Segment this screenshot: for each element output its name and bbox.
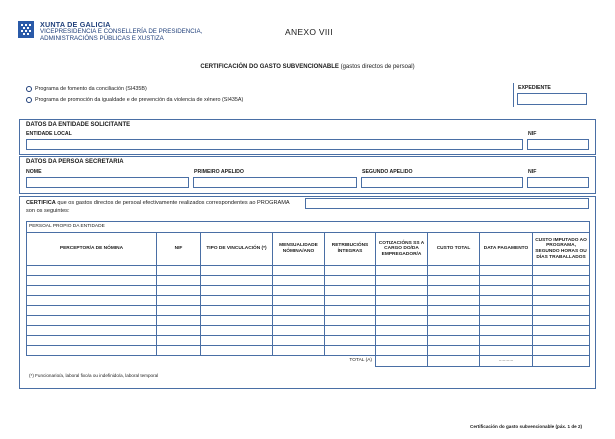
secretary-name-field[interactable]	[26, 177, 189, 188]
cell-custo-imputado[interactable]	[533, 336, 590, 346]
cell-perceptor[interactable]	[27, 296, 157, 306]
table-row	[27, 346, 590, 356]
document-title	[0, 64, 615, 70]
header-custo-imputado: CUSTO IMPUTADO AO PROGRAMA, SEGUNDO HORAS OU DÍAS TRABALLADOS	[533, 233, 590, 266]
entity-section-title: DATOS DA ENTIDADE SOLICITANTE	[26, 122, 131, 128]
table-row	[27, 326, 590, 336]
secretary-second-surname-label: SEGUNDO APELIDO	[362, 169, 413, 175]
cell-perceptor[interactable]	[27, 316, 157, 326]
cell-custo-total[interactable]	[428, 346, 480, 356]
certify-bold: CERTIFICA	[26, 200, 56, 206]
total-label: TOTAL (A)	[27, 356, 376, 367]
certify-text	[26, 200, 290, 206]
cell-custo-total[interactable]	[428, 296, 480, 306]
table-row	[27, 286, 590, 296]
header-perceptor: PERCEPTOR/A DE NÓMINA	[27, 233, 157, 266]
cell-nif[interactable]	[157, 286, 201, 296]
secretary-nif-field[interactable]	[527, 177, 589, 188]
total-cell[interactable]	[428, 356, 480, 367]
cell-cotizacions[interactable]	[376, 316, 428, 326]
cell-mensualidade[interactable]	[273, 276, 325, 286]
cell-custo-imputado[interactable]	[533, 296, 590, 306]
table-section-label: PERSOAL PROPIO DA ENTIDADE	[27, 222, 590, 233]
certify-text-1: que os gastos directos de persoal efectivamente realizados correspondentes ao PROGRAMA	[55, 200, 290, 206]
entity-nif-label: NIF	[528, 131, 537, 137]
table-header-row	[27, 233, 590, 266]
cell-tipo-vinculacion[interactable]	[201, 346, 273, 356]
secretary-nif-label: NIF	[528, 169, 537, 175]
cell-custo-total[interactable]	[428, 326, 480, 336]
cell-tipo-vinculacion[interactable]	[201, 286, 273, 296]
cell-cotizacions[interactable]	[376, 336, 428, 346]
table-section-row	[27, 222, 590, 233]
cell-data-pagamento[interactable]	[480, 286, 533, 296]
logo-title: XUNTA DE GALICIA	[40, 20, 111, 29]
cell-cotizacions[interactable]	[376, 296, 428, 306]
cell-retribucions[interactable]	[325, 326, 376, 336]
cell-mensualidade[interactable]	[273, 336, 325, 346]
secretary-first-surname-field[interactable]	[193, 177, 357, 188]
table-total-row	[27, 356, 590, 367]
cell-perceptor[interactable]	[27, 266, 157, 276]
cell-data-pagamento[interactable]	[480, 266, 533, 276]
cell-data-pagamento[interactable]	[480, 306, 533, 316]
program-option-2[interactable]	[26, 97, 243, 103]
cell-nif[interactable]	[157, 266, 201, 276]
cell-mensualidade[interactable]	[273, 296, 325, 306]
cell-nif[interactable]	[157, 336, 201, 346]
xunta-logo-icon	[18, 21, 34, 38]
cell-mensualidade[interactable]	[273, 306, 325, 316]
cell-mensualidade[interactable]	[273, 326, 325, 336]
cell-nif[interactable]	[157, 316, 201, 326]
logo-line-2: ADMINISTRACIÓNS PÚBLICAS E XUSTIZA	[40, 35, 164, 42]
cell-tipo-vinculacion[interactable]	[201, 336, 273, 346]
program-field[interactable]	[305, 198, 589, 209]
cell-retribucions[interactable]	[325, 266, 376, 276]
secretary-first-surname-label: PRIMEIRO APELIDO	[194, 169, 244, 175]
cell-nif[interactable]	[157, 276, 201, 286]
cell-data-pagamento[interactable]	[480, 296, 533, 306]
cell-cotizacions[interactable]	[376, 346, 428, 356]
cell-custo-imputado[interactable]	[533, 276, 590, 286]
certify-text-2: son os seguintes:	[26, 208, 70, 214]
cell-mensualidade[interactable]	[273, 266, 325, 276]
cell-cotizacions[interactable]	[376, 286, 428, 296]
cell-tipo-vinculacion[interactable]	[201, 296, 273, 306]
cell-retribucions[interactable]	[325, 336, 376, 346]
table-row	[27, 266, 590, 276]
cell-perceptor[interactable]	[27, 346, 157, 356]
radio-button[interactable]	[26, 86, 32, 92]
table-row	[27, 276, 590, 286]
table-row	[27, 316, 590, 326]
cell-retribucions[interactable]	[325, 296, 376, 306]
header-cotizacions: COTIZACIÓNS SS A CARGO DO/DA EMPREGADOR/A	[376, 233, 428, 266]
cell-data-pagamento[interactable]	[480, 316, 533, 326]
cell-tipo-vinculacion[interactable]	[201, 316, 273, 326]
expediente-field[interactable]	[517, 93, 587, 105]
entity-local-label: ENTIDADE LOCAL	[26, 131, 72, 137]
cell-retribucions[interactable]	[325, 316, 376, 326]
cell-custo-imputado[interactable]	[533, 306, 590, 316]
cell-mensualidade[interactable]	[273, 316, 325, 326]
cell-tipo-vinculacion[interactable]	[201, 276, 273, 286]
total-cell[interactable]	[533, 356, 590, 367]
cell-nif[interactable]	[157, 346, 201, 356]
secretary-second-surname-field[interactable]	[361, 177, 523, 188]
cell-tipo-vinculacion[interactable]	[201, 326, 273, 336]
document-title-main: CERTIFICACIÓN DO GASTO SUBVENCIONABLE	[200, 64, 339, 70]
cell-custo-total[interactable]	[428, 276, 480, 286]
header-tipo-vinculacion: TIPO DE VINCULACIÓN (*)	[201, 233, 273, 266]
table-row	[27, 306, 590, 316]
entity-nif-field[interactable]	[527, 139, 589, 150]
cell-data-pagamento[interactable]	[480, 346, 533, 356]
cell-custo-total[interactable]	[428, 306, 480, 316]
expediente-label: EXPEDIENTE	[518, 85, 551, 91]
cell-data-pagamento[interactable]	[480, 326, 533, 336]
cell-perceptor[interactable]	[27, 276, 157, 286]
cell-custo-total[interactable]	[428, 336, 480, 346]
cell-cotizacions[interactable]	[376, 276, 428, 286]
cell-custo-imputado[interactable]	[533, 266, 590, 276]
cell-perceptor[interactable]	[27, 336, 157, 346]
radio-button[interactable]	[26, 97, 32, 103]
cell-data-pagamento[interactable]	[480, 276, 533, 286]
cell-custo-total[interactable]	[428, 286, 480, 296]
entity-local-field[interactable]	[26, 139, 523, 150]
cell-cotizacions[interactable]	[376, 306, 428, 316]
cell-cotizacions[interactable]	[376, 266, 428, 276]
cell-retribucions[interactable]	[325, 286, 376, 296]
cell-perceptor[interactable]	[27, 306, 157, 316]
total-dots[interactable]: ...........	[480, 356, 533, 367]
cell-custo-total[interactable]	[428, 316, 480, 326]
table-row	[27, 336, 590, 346]
table-row	[27, 296, 590, 306]
cell-nif[interactable]	[157, 306, 201, 316]
cell-retribucions[interactable]	[325, 346, 376, 356]
cell-tipo-vinculacion[interactable]	[201, 266, 273, 276]
cell-nif[interactable]	[157, 296, 201, 306]
cell-nif[interactable]	[157, 326, 201, 336]
footnote: (*) Funcionario/a, laboral fixo/a ou indefinido/a, laboral temporal	[29, 373, 159, 378]
total-cell[interactable]	[376, 356, 428, 367]
logo-line-1: VICEPRESIDENCIA E CONSELLERÍA DE PRESIDENCIA,	[40, 28, 203, 35]
cell-tipo-vinculacion[interactable]	[201, 306, 273, 316]
cell-retribucions[interactable]	[325, 276, 376, 286]
annex-label: ANEXO VIII	[285, 27, 333, 37]
program-option-1[interactable]	[26, 86, 147, 92]
cell-mensualidade[interactable]	[273, 286, 325, 296]
header-mensualidade: MENSUALIDADE NÓMINA/ANO	[273, 233, 325, 266]
cell-custo-imputado[interactable]	[533, 326, 590, 336]
program-label-1: Programa de fomento da conciliación (SI435B)	[35, 86, 147, 92]
cell-custo-imputado[interactable]	[533, 346, 590, 356]
cell-perceptor[interactable]	[27, 326, 157, 336]
cell-cotizacions[interactable]	[376, 326, 428, 336]
header-custo-total: CUSTO TOTAL	[428, 233, 480, 266]
page-footer: Certificación do gasto subvencionable (páx. 1 de 2)	[470, 424, 583, 429]
document-title-suffix: (gastos directos de persoal)	[338, 64, 415, 70]
secretary-section-title: DATOS DA PERSOA SECRETARIA	[26, 159, 124, 165]
logo-text	[40, 21, 202, 42]
cell-mensualidade[interactable]	[273, 346, 325, 356]
cell-custo-total[interactable]	[428, 266, 480, 276]
header-data-pagamento: DATA PAGAMENTO	[480, 233, 533, 266]
program-label-2: Programa de promoción da igualdade e de prevención da violencia de xénero (SI435A)	[35, 97, 244, 103]
secretary-name-label: NOME	[26, 169, 42, 175]
header-retribucions: RETRIBUCIÓNS ÍNTEGRAS	[325, 233, 376, 266]
cell-retribucions[interactable]	[325, 306, 376, 316]
staff-table	[26, 221, 590, 367]
cell-perceptor[interactable]	[27, 286, 157, 296]
cell-custo-imputado[interactable]	[533, 286, 590, 296]
header-nif: NIF	[157, 233, 201, 266]
cell-data-pagamento[interactable]	[480, 336, 533, 346]
cell-custo-imputado[interactable]	[533, 316, 590, 326]
